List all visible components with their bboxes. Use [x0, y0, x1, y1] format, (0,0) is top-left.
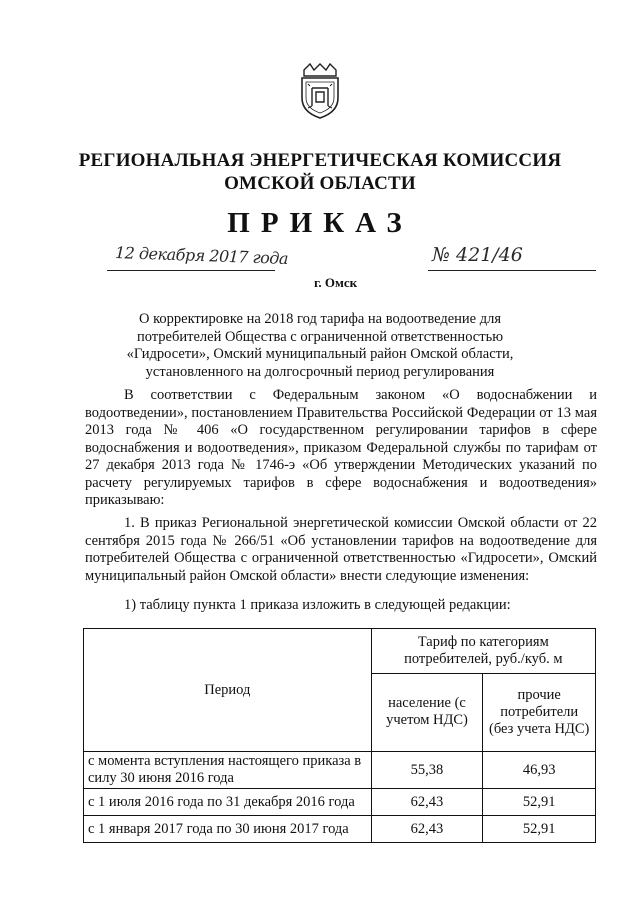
table-header-row — [84, 629, 596, 674]
body-paragraph-2: 1. В приказ Региональной энергетической комиссии Омской области от 22 сентября 2015 года № 266/51 «Об установлении тарифов на водоотведение для потребителей Общества с ограниченной ответственностью «Гидросети», Омский муниципальный район Омской области» внести следующие изменения: — [85, 515, 597, 584]
header-other-consumers: прочие потребители (без учета НДС) — [483, 673, 596, 751]
row-period: с 1 июля 2016 года по 31 декабря 2016 года — [84, 789, 372, 816]
row-population-value: 62,43 — [371, 789, 483, 816]
subject-line: «Гидросети», Омский муниципальный район Омской области, — [126, 346, 514, 362]
document-type: ПРИКАЗ — [227, 207, 413, 239]
row-other-value: 52,91 — [483, 816, 596, 843]
row-population-value: 55,38 — [371, 752, 483, 789]
row-population-value: 62,43 — [371, 816, 483, 843]
coat-of-arms-icon — [298, 62, 342, 120]
row-period: с момента вступления настоящего приказа в силу 30 июня 2016 года — [84, 752, 372, 789]
header-tariff-group: Тариф по категориям потребителей, руб./куб. м — [371, 629, 595, 674]
table-row — [84, 789, 596, 816]
org-title-line2: ОМСКОЙ ОБЛАСТИ — [224, 173, 416, 194]
table-row — [84, 752, 596, 789]
subject-line: О корректировке на 2018 год тарифа на водоотведение для — [138, 311, 502, 327]
subject-line: потребителей Общества с ограниченной ответственностью — [136, 328, 504, 345]
handwritten-date: 12 декабря 2017 года — [114, 242, 289, 269]
handwritten-number: № 421/46 — [432, 244, 523, 266]
subject-line: установленного на долгосрочный период регулирования — [145, 363, 495, 380]
row-other-value: 52,91 — [483, 789, 596, 816]
org-title-line1: РЕГИОНАЛЬНАЯ ЭНЕРГЕТИЧЕСКАЯ КОМИССИЯ — [78, 150, 562, 171]
tariff-table — [83, 628, 596, 843]
order-subject — [100, 311, 540, 381]
row-other-value: 46,93 — [483, 752, 596, 789]
table-row — [84, 816, 596, 843]
row-period: с 1 января 2017 года по 30 июня 2017 года — [84, 816, 372, 843]
city: г. Омск — [314, 275, 358, 290]
body-paragraph-3: 1) таблицу пункта 1 приказа изложить в следующей редакции: — [124, 597, 511, 613]
date-underline — [107, 270, 275, 271]
header-population: население (с учетом НДС) — [371, 673, 483, 751]
header-period: Период — [84, 629, 372, 752]
body-paragraph-1: В соответствии с Федеральным законом «О водоснабжении и водоотведении», постановлением Правительства Российской Федерации от 13 мая 2013 года № 406 «О государственном регулировании тарифов в сфере водоснабжения и водоотведения», приказом Федеральной службы по тарифам от 27 декабря 2013 года № 1746-э «Об утверждении Методических указаний по расчету регулируемых тарифов в сфере водоснабжения и водоотведения» приказываю: — [85, 387, 597, 508]
number-underline — [428, 270, 596, 271]
